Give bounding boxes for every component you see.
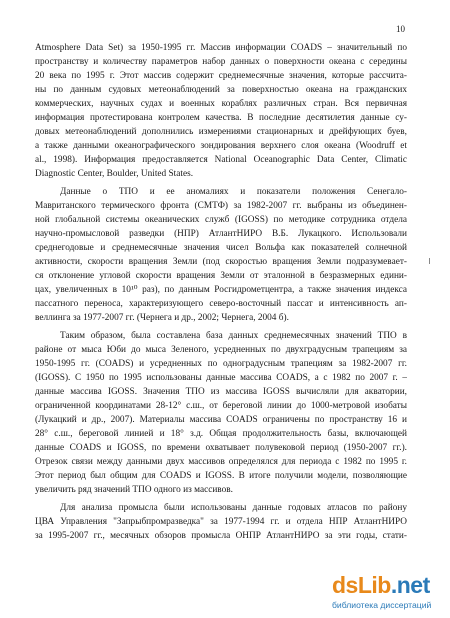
text-line: 1950-1995 гг. (COADS) и усредненных по одноградусным трапециям за 1982-2007 гг. bbox=[35, 359, 407, 369]
text-line: Данные о ТПО и ее аномалиях и показатели положения Сенегало- bbox=[60, 187, 407, 197]
text-line: 20 века по 1995 г. Этот массив содержит среднемесячные значения, которые рассчита- bbox=[35, 71, 407, 81]
text-line: данные COADS и IGOSS, по времени охватывает полувековой период (1950-2007 гг.). bbox=[35, 443, 407, 453]
text-line: Мавританского термического фронта (СМТФ) за 1982-2007 гг. выбраны из объединен- bbox=[35, 201, 407, 211]
text-line: ЦВА Управления "Запрыбпромразведка" за 1977-1994 гг. и отдела НПР АтлантНИРО bbox=[35, 517, 407, 527]
text-line: 28° с.ш., береговой линией и 18° з.д. Общая продолжительность базы, включающей bbox=[35, 429, 407, 439]
watermark-logo bbox=[332, 571, 430, 599]
text-line: ны по данным судовых метеонаблюдений за поверхностью океана на гражданских bbox=[35, 85, 407, 95]
text-line: довых метеонаблюдений дополнились измерениями стационарных и дрейфующих буев, bbox=[35, 127, 407, 137]
margin-mark bbox=[429, 258, 430, 264]
watermark-logo-part2: .net bbox=[390, 572, 430, 598]
text-line: увеличить ряд значений ТПО одного из массивов. bbox=[35, 485, 233, 495]
text-line: ной глобальной системы океанических служб (IGOSS) по методике сотрудника отдела bbox=[35, 215, 407, 225]
text-line: al., 1998). Информация предоставляется National Oceanographic Data Center, Climatic bbox=[35, 155, 407, 165]
text-line: активности, скорости вращения Земли (под скоростью вращения Земли подразумевает- bbox=[35, 257, 407, 267]
text-line: Atmosphere Data Set) за 1950-1995 гг. Массив информации COADS – значительный по bbox=[35, 43, 407, 53]
text-line: Для анализа промысла были использованы данные годовых атласов по району bbox=[60, 503, 407, 513]
text-line: Diagnostic Center, Boulder, United States. bbox=[35, 169, 194, 179]
watermark-subtitle: библиотека диссертаций bbox=[332, 600, 432, 610]
text-line: коммерческих, научных судах и военных кораблях различных стран. Вся первичная bbox=[35, 99, 407, 109]
text-line: ся отклонение угловой скорости вращения Земли от эталонной в безразмерных едини- bbox=[35, 271, 407, 281]
text-line: Таким образом, была составлена база данных среднемесячных значений ТПО в bbox=[60, 331, 407, 341]
text-line: (IGOSS). С 1950 по 1995 использованы данные массива COADS, а с 1982 по 2007 г. – bbox=[35, 373, 407, 383]
text-line: научно-промысловой разведки (НПР) АтлантНИРО В.Б. Лукацкого. Использовали bbox=[35, 229, 407, 239]
text-line: (Лукацкий и др., 2007). Материалы массива COADS ограничены по пространству 16 и bbox=[35, 415, 407, 425]
text-line: пассатного переноса, характеризующего северо-восточный пассат и интенсивность ап- bbox=[35, 299, 407, 309]
text-line: Отрезок связи между данными двух массивов определялся для периода с 1982 по 1995 г. bbox=[35, 457, 407, 467]
text-line: информация протестирована контролем качества. В последние десятилетия данные су- bbox=[35, 113, 407, 123]
text-line: пространству и количеству параметров набор данных о поверхности океана с середины bbox=[35, 57, 407, 67]
text-line: ограниченной координатами 28-12° с.ш., от береговой линии до 1000-метровой изобаты bbox=[35, 401, 407, 411]
watermark-logo-part1: dsLib bbox=[332, 572, 391, 598]
page-number: 10 bbox=[396, 24, 405, 34]
text-line: цах, увеличенных в 10¹⁰ раз), по данным Росгидрометцентра, а также значения индекса bbox=[35, 285, 407, 295]
text-line: веллинга за 1977-2007 гг. (Чернега и др., 2002; Чернега, 2004 б). bbox=[35, 313, 289, 323]
text-line: среднегодовые и среднемесячные значения чисел Вольфа как показателей солнечной bbox=[35, 243, 407, 253]
text-line: за 1995-2007 гг., месячных обзоров промысла ОНПР АтлантНИРО за эти годы, стати- bbox=[35, 531, 407, 541]
text-line: районе от мыса Юби до мыса Зеленого, усредненных по двухградусным трапециям за bbox=[35, 345, 407, 355]
text-line: а также данными океанографического зондирования верхнего слоя океана (Woodruff et bbox=[35, 141, 407, 151]
text-line: данные массива IGOSS. Значения ТПО из массива IGOSS вычисляли для акватории, bbox=[35, 387, 407, 397]
text-line: Этот период был общим для COADS и IGOSS. В итоге получили модели, позволяющие bbox=[35, 471, 407, 481]
watermark bbox=[332, 571, 450, 618]
